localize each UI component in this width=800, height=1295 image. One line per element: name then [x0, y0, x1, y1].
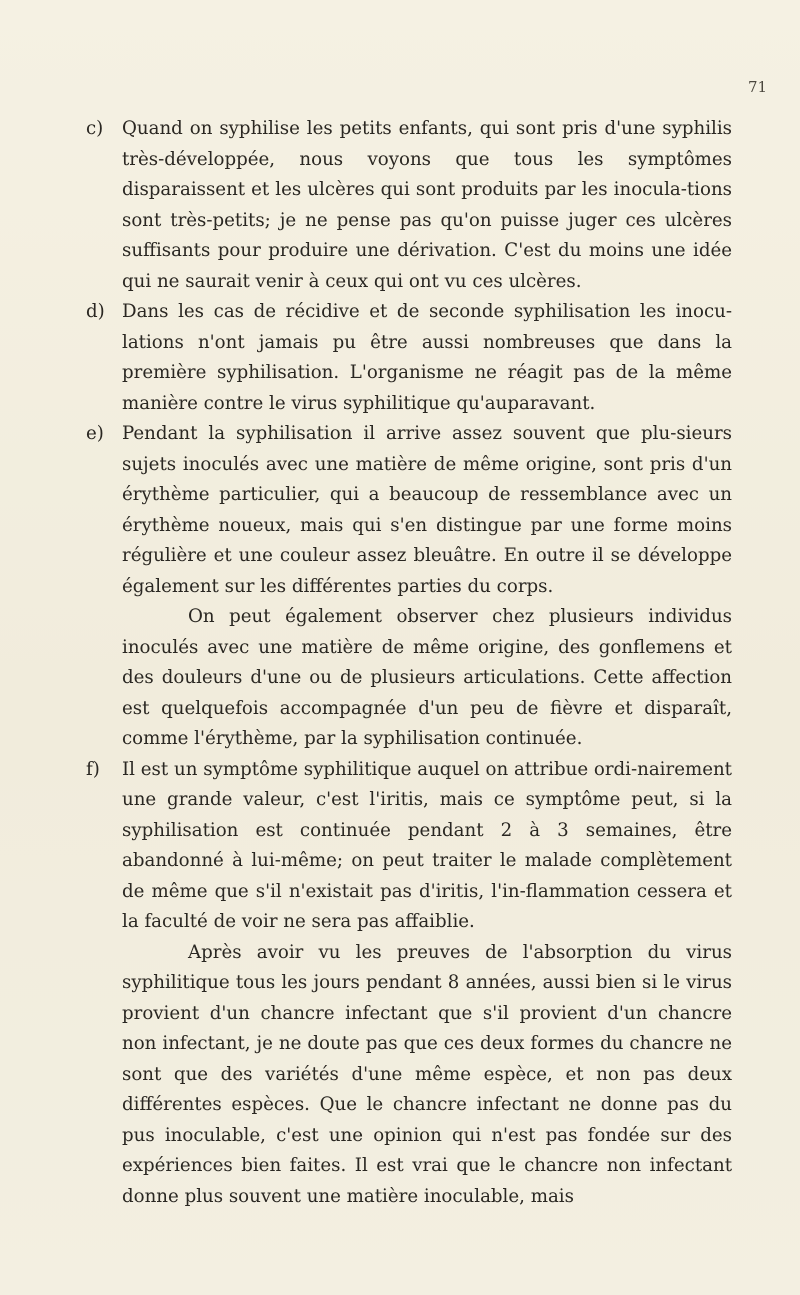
page-number: 71: [748, 78, 768, 96]
body-text: [86, 114, 732, 1212]
list-item-d: [86, 297, 732, 419]
item-text: Quand on syphilise les petits enfants, qui sont pris d'une syphilis très-développée, nous voyons que tous les symptômes disparaissent et les ulcères qui sont produits par les inocula-tions sont très-petits; je ne pense pas qu'on puisse juger ces ulcères suffisants pour produire une dérivation. C'est du moins une idée qui ne saurait venir à ceux qui ont vu ces ulcères.: [122, 118, 732, 292]
item-text: Dans les cas de récidive et de seconde syphilisation les inocu-lations n'ont jamais pu être aussi nombreuses que dans la première syphilisation. L'organisme ne réagit pas de la même manière contre le virus syphilitique qu'auparavant.: [122, 301, 732, 414]
item-text: Pendant la syphilisation il arrive assez souvent que plu-sieurs sujets inoculés avec une matière de même origine, sont pris d'un érythème particulier, qui a beaucoup de ressemblance avec un érythème noueux, mais qui s'en distingue par une forme moins régulière et une couleur assez bleuâtre. En outre il se développe également sur les différentes parties du corps.: [122, 423, 732, 597]
item-text: Il est un symptôme syphilitique auquel on attribue ordi-nairement une grande valeur, c'est l'iritis, mais ce symptôme peut, si la syphilisation est continuée pendant 2 à 3 semaines, être abandonné à lui-même; on peut traiter le malade complètement de même que s'il n'existait pas d'iritis, l'in-flammation cessera et la faculté de voir ne sera pas affaiblie.: [122, 758, 732, 932]
closing-paragraph: Après avoir vu les preuves de l'absorption du virus syphilitique tous les jours pendant 8 années, aussi bien si le virus provient d'un chancre infectant que s'il provient d'un chancre non infectant, je ne doute pas que ces deux formes du chancre ne sont que des variétés d'une même espèce, et non pas deux différentes espèces. Que le chancre infectant ne donne pas du pus inoculable, c'est une opinion qui n'est pas fondée sur des expériences bien faites. Il est vrai que le chancre non infectant donne plus souvent une matière inoculable, mais: [122, 941, 732, 1207]
list-item-e-continued: [122, 602, 732, 755]
item-marker: e): [86, 423, 104, 444]
list-item-e: [86, 419, 732, 602]
item-text: On peut également observer chez plusieurs individus inoculés avec une matière de même origine, des gonflemens et des douleurs d'une ou de plusieurs articulations. Cette affection est quelquefois accompagnée d'un peu de fièvre et disparaît, comme l'érythème, par la syphilisation continuée.: [122, 606, 732, 749]
item-marker: c): [86, 118, 104, 139]
item-marker: d): [86, 301, 105, 322]
list-item-c: [86, 114, 732, 297]
list-item-f: [86, 755, 732, 938]
item-marker: f): [86, 758, 100, 780]
